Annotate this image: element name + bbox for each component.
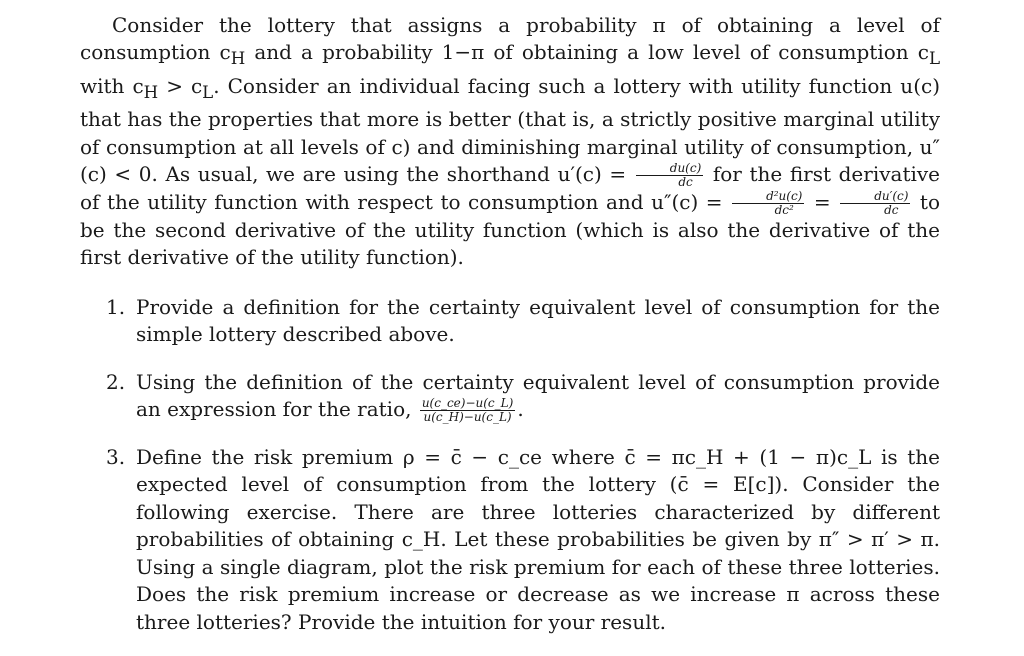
fraction-du-dc — [636, 162, 704, 189]
question-list — [80, 294, 940, 636]
question-number: 2. — [106, 369, 126, 394]
intro-text-8: to be the second derivative of the utility function (which is also the derivative of the first derivative of the utility function). — [80, 190, 941, 270]
document-page — [80, 12, 940, 656]
question-text: Define the risk premium ρ = c̄ − c_ce where c̄ = πc_H + (1 − π)c_L is the expected level of consumption from the lottery (c̄ = E[c]). Consider the following exercise. There are three lotteries characterized by different probabilities of obtaining c_H. Let these probabilities be given by π″ > π′ > π. Using a single diagram, plot the risk premium for each of these three lotteries. Does the risk premium increase or decrease as we increase π across these three lotteries? Provide the intuition for your result. — [136, 445, 940, 634]
question-text: Provide a definition for the certainty equivalent level of consumption for the simple lottery described above. — [136, 294, 940, 347]
fraction-ratio — [420, 397, 515, 424]
intro-text-1: Consider the lottery that assigns a probability π of obtaining a level of consumption c — [80, 13, 940, 65]
subscript-h: H — [143, 82, 159, 102]
intro-text-4: > c — [158, 73, 203, 98]
question-number: 3. — [106, 445, 126, 470]
fraction-denominator: dc² — [774, 203, 794, 218]
fraction-denominator: u(c_H)−u(c_L) — [423, 410, 512, 425]
fraction-denominator: dc — [678, 175, 693, 190]
subscript-l: L — [202, 82, 214, 102]
fraction-duprime-dc — [840, 190, 910, 217]
question-number: 1. — [106, 294, 126, 319]
fraction-numerator: u(c_ce)−u(c_L) — [421, 396, 514, 411]
intro-text-7: = — [806, 190, 839, 215]
fraction-numerator: du′(c) — [840, 190, 910, 204]
intro-text-5: . Consider an individual facing such a lottery with utility function u(c) that has the properties that more is better (that is, a strictly positive marginal utility of consumption at all levels of c) and diminishing marginal utility of consumption, u″(c) < 0. As usual, we are using the shorthand u′(c) = — [80, 73, 940, 187]
question-1 — [80, 294, 940, 349]
question-2 — [80, 369, 940, 424]
fraction-numerator: du(c) — [636, 162, 704, 176]
intro-paragraph — [80, 12, 940, 272]
subscript-h: H — [230, 49, 246, 69]
fraction-denominator: dc — [884, 203, 899, 218]
question-text-end: . — [517, 397, 524, 422]
intro-text-6: for the first derivative of the utility function with respect to consumption and u″(c) = — [80, 162, 941, 215]
subscript-l: L — [928, 49, 941, 69]
question-text: Using the definition of the certainty equivalent level of consumption provide an expression for the ratio, — [136, 369, 940, 422]
intro-text-3: with c — [80, 73, 144, 98]
intro-text-2: and a probability 1−π of obtaining a low level of consumption c — [245, 40, 929, 65]
fraction-d2u-dc2 — [732, 190, 804, 217]
fraction-numerator: d²u(c) — [732, 190, 804, 204]
question-3 — [80, 444, 940, 636]
